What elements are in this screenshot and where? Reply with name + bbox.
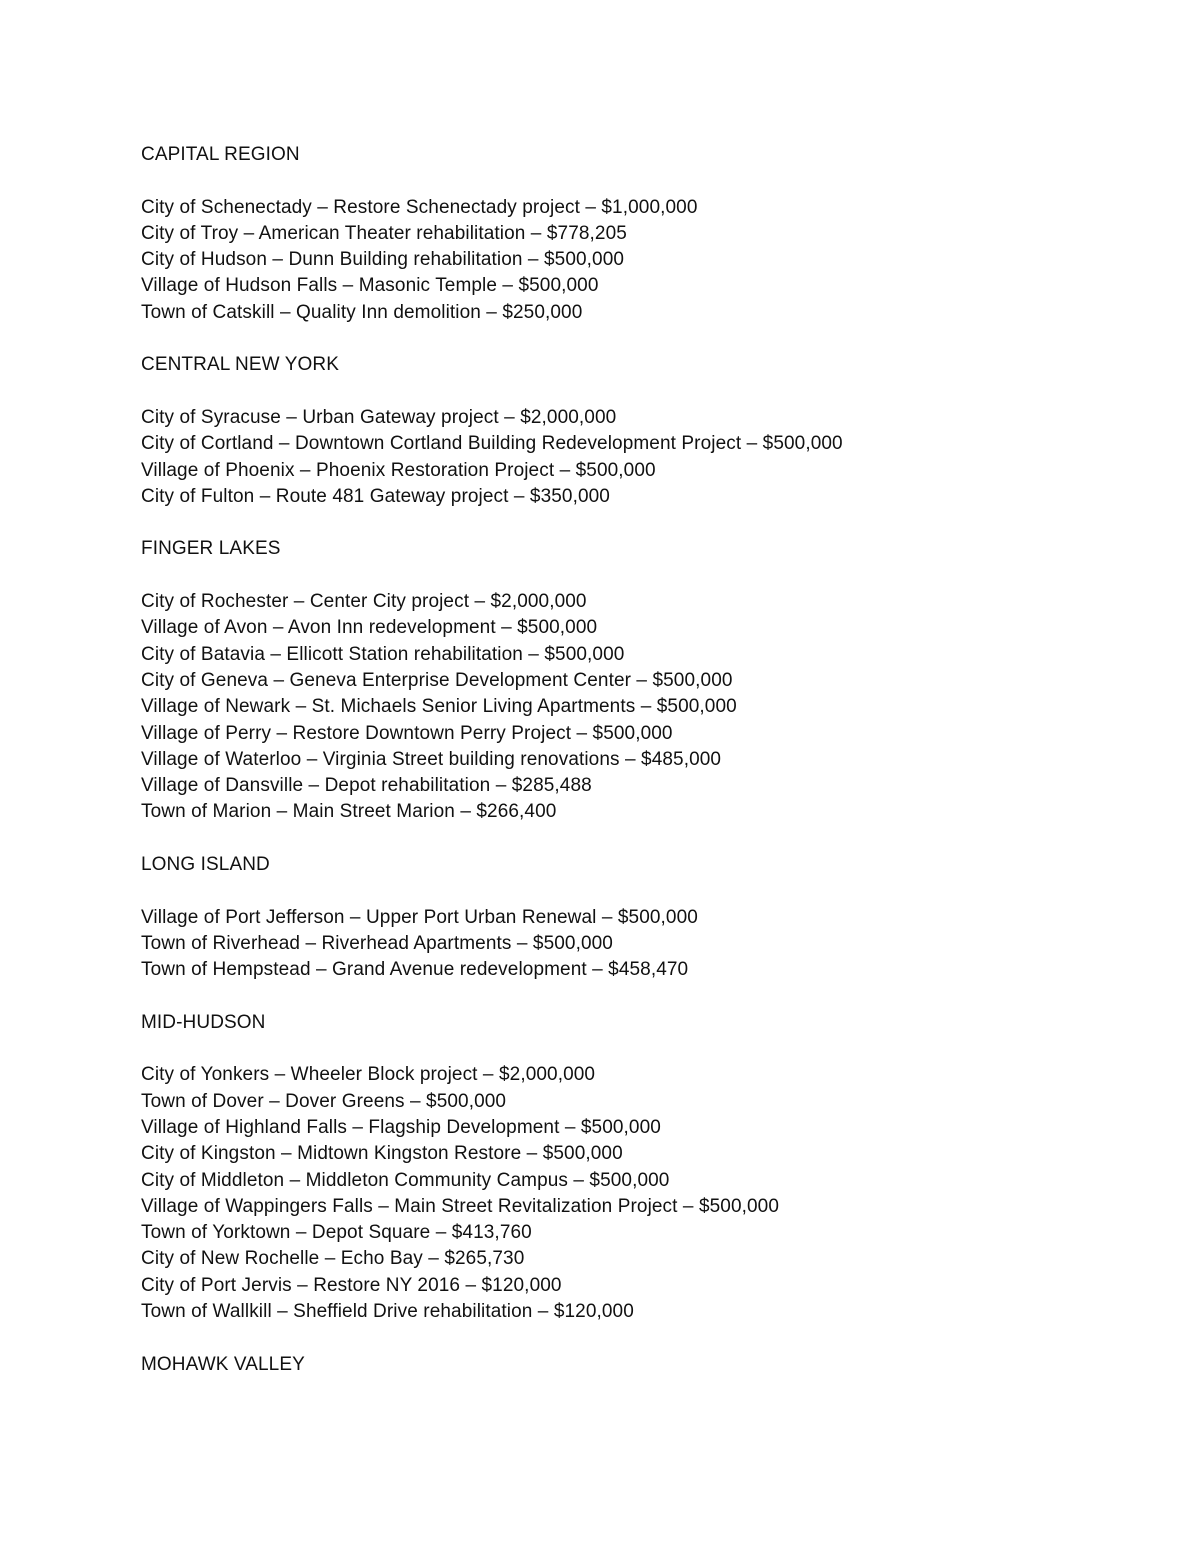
list-item: Village of Avon – Avon Inn redevelopment – $500,000 [141, 617, 598, 639]
section-mid-hudson [141, 1010, 1151, 1352]
section-heading: CENTRAL NEW YORK [141, 354, 339, 376]
project-list [141, 195, 1151, 326]
list-item: Village of Waterloo – Virginia Street building renovations – $485,000 [141, 748, 722, 770]
list-item: City of New Rochelle – Echo Bay – $265,730 [141, 1248, 525, 1270]
list-item: Village of Newark – St. Michaels Senior Living Apartments – $500,000 [141, 696, 737, 718]
section-heading: MOHAWK VALLEY [141, 1353, 305, 1375]
list-item: Village of Port Jefferson – Upper Port Urban Renewal – $500,000 [141, 906, 698, 928]
project-list [141, 405, 1151, 510]
list-item: City of Geneva – Geneva Enterprise Development Center – $500,000 [141, 669, 733, 691]
project-list [141, 1062, 1151, 1325]
list-item: City of Rochester – Center City project – $2,000,000 [141, 591, 587, 613]
section-mohawk-valley [141, 1352, 1151, 1378]
project-list [141, 589, 1151, 826]
section-heading: MID-HUDSON [141, 1011, 266, 1033]
section-capital-region [141, 142, 1151, 352]
list-item: City of Hudson – Dunn Building rehabilitation – $500,000 [141, 249, 625, 271]
list-item: Village of Wappingers Falls – Main Street Revitalization Project – $500,000 [141, 1195, 780, 1217]
list-item: City of Fulton – Route 481 Gateway project – $350,000 [141, 485, 610, 507]
section-heading: LONG ISLAND [141, 854, 270, 876]
document-body [141, 142, 1151, 1378]
list-item: City of Kingston – Midtown Kingston Restore – $500,000 [141, 1143, 623, 1165]
section-heading: CAPITAL REGION [141, 144, 300, 165]
list-item: Village of Hudson Falls – Masonic Temple – $500,000 [141, 275, 599, 297]
list-item: Town of Catskill – Quality Inn demolition – $250,000 [141, 301, 583, 323]
list-item: Village of Highland Falls – Flagship Development – $500,000 [141, 1116, 661, 1138]
list-item: City of Port Jervis – Restore NY 2016 – $120,000 [141, 1274, 562, 1296]
list-item: City of Syracuse – Urban Gateway project – $2,000,000 [141, 406, 617, 428]
section-finger-lakes [141, 536, 1151, 852]
list-item: City of Cortland – Downtown Cortland Building Redevelopment Project – $500,000 [141, 433, 843, 455]
section-heading: FINGER LAKES [141, 538, 281, 560]
project-list [141, 905, 1151, 984]
list-item: City of Troy – American Theater rehabilitation – $778,205 [141, 222, 627, 244]
section-long-island [141, 852, 1151, 1010]
list-item: Town of Wallkill – Sheffield Drive rehabilitation – $120,000 [141, 1301, 634, 1323]
list-item: City of Batavia – Ellicott Station rehabilitation – $500,000 [141, 643, 625, 665]
list-item: Town of Marion – Main Street Marion – $266,400 [141, 801, 557, 823]
list-item: Village of Perry – Restore Downtown Perry Project – $500,000 [141, 722, 673, 744]
list-item: Town of Hempstead – Grand Avenue redevelopment – $458,470 [141, 959, 689, 981]
list-item: Town of Riverhead – Riverhead Apartments – $500,000 [141, 932, 613, 954]
list-item: Town of Yorktown – Depot Square – $413,760 [141, 1222, 532, 1244]
section-central-new-york [141, 352, 1151, 536]
list-item: City of Schenectady – Restore Schenectady project – $1,000,000 [141, 196, 698, 218]
list-item: Village of Phoenix – Phoenix Restoration Project – $500,000 [141, 459, 656, 481]
list-item: Village of Dansville – Depot rehabilitation – $285,488 [141, 775, 592, 797]
list-item: Town of Dover – Dover Greens – $500,000 [141, 1090, 507, 1112]
list-item: City of Middleton – Middleton Community Campus – $500,000 [141, 1169, 670, 1191]
list-item: City of Yonkers – Wheeler Block project – $2,000,000 [141, 1064, 596, 1086]
